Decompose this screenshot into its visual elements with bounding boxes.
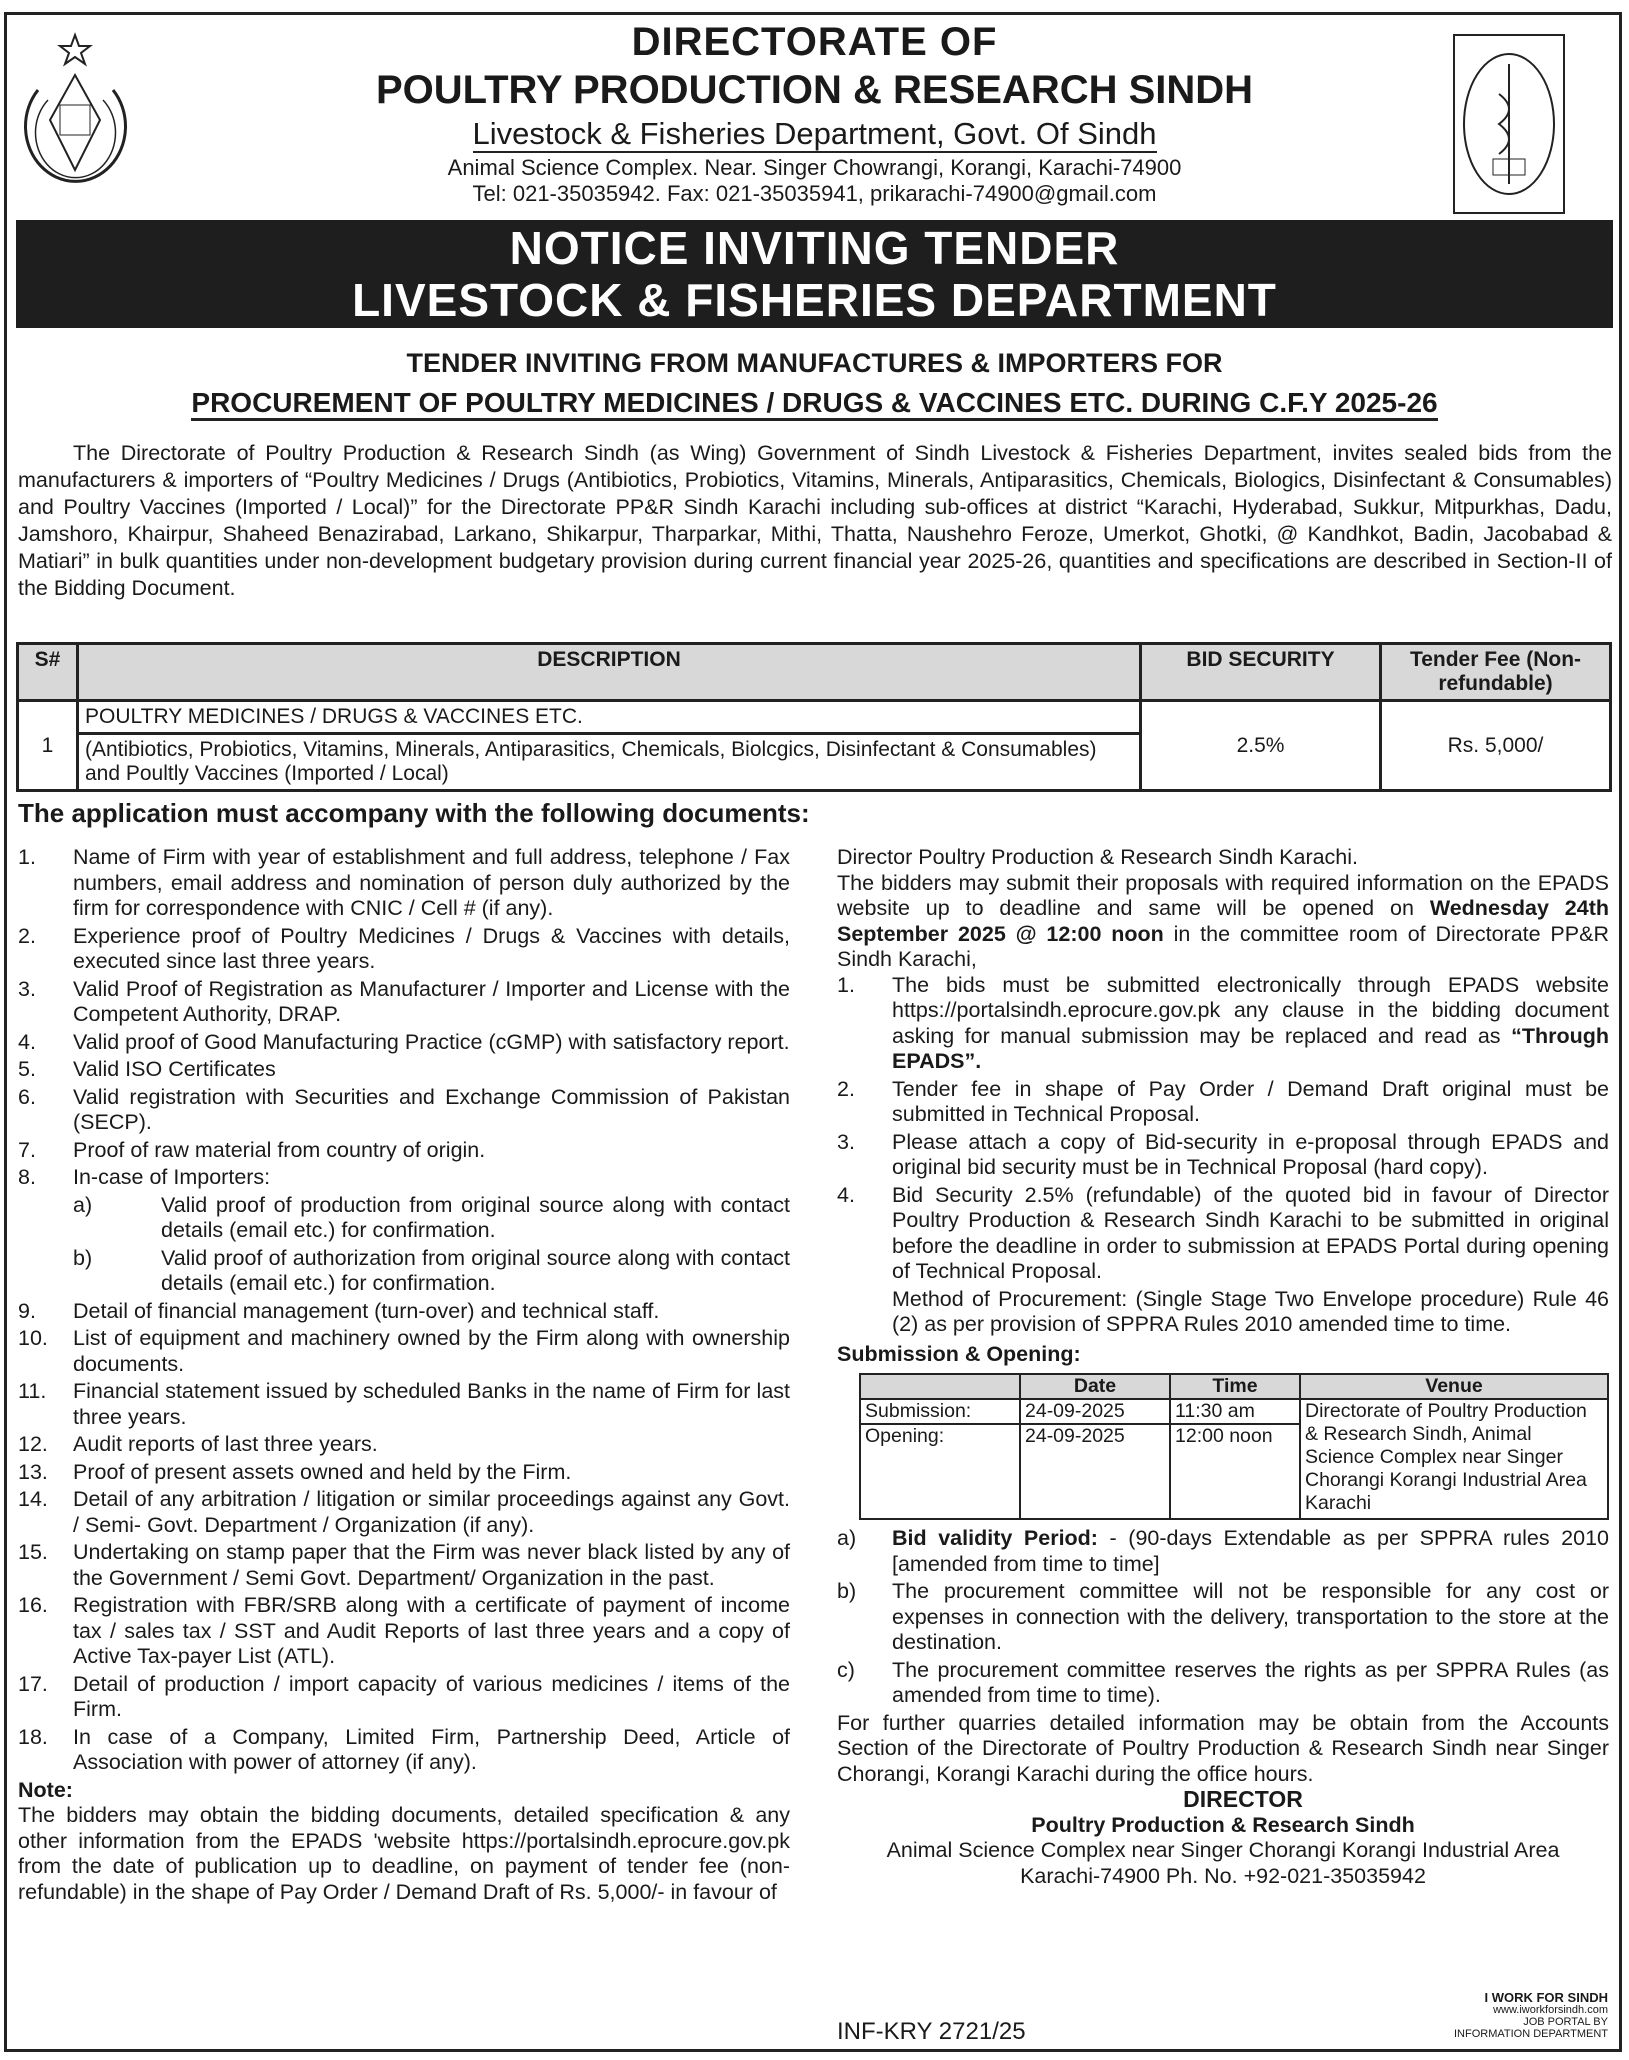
list-item [18,1460,790,1486]
list-item [837,973,1609,1075]
list-item [18,1030,790,1056]
submission-text-end: in the committee room of Directorate PP&R Sindh Karachi, [837,921,1609,971]
list-number: 17. [18,1671,48,1696]
notice-banner [16,220,1613,328]
documents-heading: The application must accompany with the following documents: [18,798,810,828]
list-item [18,1593,790,1670]
iwork-for-sindh-logo [1208,1992,1608,2040]
list-body: Detail of any arbitration / litigation or similar proceedings against any Govt. / Semi- Govt. Department / Organization (if any). [73,1487,790,1537]
list-item [18,1725,790,1776]
list-number: 6. [18,1084,36,1109]
list-text [892,973,1609,1075]
list-body: The procurement committee will not be responsible for any cost or expenses in connection with the delivery, transportation to the store at the destination. [892,1579,1609,1654]
list-body: Tender fee in shape of Pay Order / Demand Draft original must be submitted in Technical Proposal. [892,1076,1609,1126]
submission-date: Wednesday 24th September 2025 @ 12:00 noon [837,896,1609,946]
list-item [18,1487,790,1538]
list-body: The bids must be submitted electronically through EPADS website https://portalsindh.eprocure.gov.pk any clause in the bidding document asking for manual submission may be replaced and read as [892,972,1609,1048]
list-body: Valid proof of production from original source along with contact details (email etc.) for confirmation. [161,1192,790,1242]
list-item [18,1246,790,1297]
list-text [892,1658,1609,1709]
col-sn: S# [18,644,78,701]
logo-line-2: www.iworkforsindh.com [1493,2004,1608,2016]
list-number: a) [837,1526,857,1550]
submission-heading: Submission & Opening: [837,1341,1081,1366]
list-item [837,1579,1609,1656]
subtitle-line-1: TENDER INVITING FROM MANUFACTURES & IMPORTERS FOR [406,348,1223,378]
schedule-col-blank [860,1374,1020,1399]
subtitle-line-2: PROCUREMENT OF POULTRY MEDICINES / DRUGS & VACCINES ETC. DURING C.F.Y 2025-26 [191,387,1437,421]
list-text [161,1193,790,1244]
list-body: Please attach a copy of Bid-security in e-proposal through EPADS and original bid security must be in Technical Proposal (hard copy). [892,1129,1609,1179]
list-text [73,1593,790,1670]
header-title-2: POULTRY PRODUCTION & RESEARCH SINDH [375,68,1254,112]
list-body: Registration with FBR/SRB along with a certificate of payment of income tax / sales tax / SST and Audit Reports of last three years and a copy of Active Tax-payer List (ATL). [73,1593,790,1668]
note-text: The bidders may obtain the bidding documents, detailed specification & any other information from the EPADS 'website https://portalsindh.eprocure.gov.pk from the date of publication up to deadline, on payment of tender fee (non-refundable) in the shape of Pay Order / Demand Draft of Rs. 5,000/- in favour of [18,1803,790,1904]
list-item [18,1672,790,1723]
schedule-label: Submission: [860,1399,1020,1424]
logo-line-4: INFORMATION DEPARTMENT [1454,2028,1608,2040]
list-body: Proof of present assets owned and held by the Firm. [73,1459,572,1484]
list-number: 4. [837,1182,855,1207]
continuation-text: Director Poultry Production & Research Sindh Karachi. [837,845,1359,869]
list-number: 10. [18,1326,48,1350]
list-text [161,1246,790,1297]
list-item [18,1379,790,1430]
list-number: 18. [18,1724,48,1749]
list-bold: “Through EPADS”. [892,1023,1609,1073]
header-title-1: DIRECTORATE OF [631,20,998,64]
header-contact: Tel: 021-35035942. Fax: 021-35035941, prikarachi-74900@gmail.com [472,181,1157,206]
list-number: 1. [837,972,855,997]
list-text [73,1030,790,1056]
list-number: 7. [18,1137,36,1162]
list-item [837,1183,1609,1285]
list-number: 4. [18,1029,36,1054]
list-number: 16. [18,1593,48,1617]
header-address: Animal Science Complex. Near. Singer Chowrangi, Korangi, Karachi-74900 [447,155,1182,180]
list-text [73,1487,790,1538]
row-bid-security: 2.5% [1141,701,1381,791]
list-text [73,1379,790,1430]
schedule-header [860,1374,1608,1399]
list-number: 14. [18,1487,48,1511]
list-item [18,1540,790,1591]
list-number: c) [837,1657,855,1682]
schedule-time: 12:00 noon [1170,1424,1300,1519]
logo-line-1: I WORK FOR SINDH [1484,1990,1608,2005]
list-text [73,1165,790,1191]
method-of-procurement: Method of Procurement: (Single Stage Two Envelope procedure) Rule 46 (2) as per provision of SPPRA Rules 2010 amended time to time. [892,1286,1609,1336]
right-column [837,845,1609,1889]
row-fee: Rs. 5,000/ [1381,701,1611,791]
list-item [18,977,790,1028]
schedule-time: 11:30 am [1170,1399,1300,1424]
note-label: Note: [18,1777,73,1802]
row-desc-1: POULTRY MEDICINES / DRUGS & VACCINES ETC. [78,701,1141,734]
list-item [837,1658,1609,1709]
list-body: Valid Proof of Registration as Manufacturer / Importer and License with the Competent Authority, DRAP. [73,976,790,1026]
list-number: 9. [18,1298,36,1323]
list-number: 1. [18,845,36,869]
intro-paragraph: The Directorate of Poultry Production & Research Sindh (as Wing) Government of Sindh Livestock & Fisheries Department, invites sealed bids from the manufacturers & importers of “Poultry Medicines / Drugs (Antibiotics, Probiotics, Vitamins, Minerals, Antiparasitics, Chemicals, Biologics, Disinfectant & Consumables) and Poultry Vaccines (Imported / Local)” for the Directorate PP&R Sindh Karachi including sub-offices at district “Karachi, Hyderabad, Sukkur, Mitpurkhas, Dadu, Jamshoro, Khairpur, Shaheed Benazirabad, Larkano, Shikarpur, Tharparkar, Mithi, Thatta, Naushehro Feroze, Umerkot, Ghotki, @ Kandhkot, Badin, Jacobabad & Matiari” in bulk quantities under non-development budgetary provision during current financial year 2025-26, quantities and specifications are described in Section-II of the Bidding Document. [18,441,1612,600]
list-text [892,1183,1609,1285]
list-number: 5. [18,1057,36,1081]
list-body: List of equipment and machinery owned by the Firm along with ownership documents. [73,1326,790,1376]
col-description: DESCRIPTION [78,644,1141,701]
schedule-label: Opening: [860,1424,1020,1519]
row-desc-2: (Antibiotics, Probiotics, Vitamins, Minerals, Antiparasitics, Chemicals, Biolcgics, Disinfectant & Consumables) and Poultly Vaccines (Imported / Local) [78,734,1141,791]
director-org: Poultry Production & Research Sindh [1031,1812,1415,1837]
reference-number: INF-KRY 2721/25 [837,2018,1026,2045]
logo-line-3: JOB PORTAL BY [1523,2016,1608,2028]
list-item [18,1193,790,1244]
list-item [18,1165,790,1191]
list-body: In-case of Importers: [73,1165,271,1189]
list-body: - (90-days Extendable as per SPPRA rules 2010 [amended from time to time] [892,1526,1609,1576]
list-body: Undertaking on stamp paper that the Firm was never black listed by any of the Government / Semi Govt. Department/ Organization in the past. [73,1540,790,1590]
list-body: Financial statement issued by scheduled Banks in the name of Firm for last three years. [73,1379,790,1429]
director-title: DIRECTOR [1183,1786,1303,1812]
list-text [73,977,790,1028]
list-item [18,1138,790,1164]
submission-info [837,871,1609,973]
list-item [18,1299,790,1325]
list-number: 3. [18,976,36,1001]
schedule-col-venue: Venue [1300,1374,1608,1399]
list-body: Detail of production / import capacity of various medicines / items of the Firm. [73,1671,790,1721]
list-body: Bid Security 2.5% (refundable) of the quoted bid in favour of Director Poultry Production & Research Sindh Karachi to be submitted in original before the deadline in order to submission at EPADS Portal during opening of Technical Proposal. [892,1182,1609,1283]
list-number: b) [837,1579,857,1603]
col-tender-fee: Tender Fee (Non-refundable) [1381,644,1611,701]
list-item [18,1432,790,1458]
list-number: 12. [18,1432,48,1456]
list-body: Audit reports of last three years. [73,1432,378,1456]
list-text [892,1526,1609,1577]
list-text [892,1130,1609,1181]
schedule-table [859,1373,1609,1520]
list-number: 3. [837,1129,855,1154]
list-number: 2. [837,1076,855,1101]
list-item [837,1077,1609,1128]
list-body: Detail of financial management (turn-over) and technical staff. [73,1298,660,1323]
schedule-col-time: Time [1170,1374,1300,1399]
table-row [18,701,1611,734]
tender-table [16,642,1612,792]
list-body: Valid registration with Securities and Exchange Commission of Pakistan (SECP). [73,1084,790,1134]
submission-text: The bidders may submit their proposals with required information on the EPADS website up to deadline and same will be opened on [837,870,1609,920]
schedule-date: 24-09-2025 [1020,1424,1170,1519]
list-body: In case of a Company, Limited Firm, Partnership Deed, Article of Association with power of attorney (if any). [73,1724,790,1774]
list-number: b) [73,1245,93,1270]
tender-table-header [18,644,1611,701]
list-text [892,1077,1609,1128]
list-number: 2. [18,923,36,948]
list-body: Valid ISO Certificates [73,1057,276,1081]
list-text [73,845,790,922]
list-body: Proof of raw material from country of origin. [73,1137,486,1162]
schedule-col-date: Date [1020,1374,1170,1399]
list-body: Experience proof of Poultry Medicines / Drugs & Vaccines with details, executed since last three years. [73,923,790,973]
table-row [860,1399,1608,1424]
list-bold: Bid validity Period: [892,1526,1098,1550]
col-bid-security: BID SECURITY [1141,644,1381,701]
banner-line-1: NOTICE INVITING TENDER [509,222,1120,274]
row-sn: 1 [18,701,78,791]
list-text [73,1672,790,1723]
list-body: Valid proof of authorization from original source along with contact details (email etc.) for confirmation. [161,1245,790,1295]
list-item [18,924,790,975]
list-text [73,1725,790,1776]
schedule-venue: Directorate of Poultry Production & Research Sindh, Animal Science Complex near Singer Chorangi Korangi Industrial Area Karachi [1300,1399,1608,1519]
list-number: 15. [18,1540,48,1564]
list-item [837,1526,1609,1577]
list-body: The procurement committee reserves the rights as per SPPRA Rules (as amended from time to time). [892,1657,1609,1707]
list-item [18,845,790,922]
list-text [73,1326,790,1377]
schedule-date: 24-09-2025 [1020,1399,1170,1424]
list-number: 11. [18,1379,47,1403]
list-item [18,1057,790,1083]
list-text [73,1057,790,1083]
list-text [73,1540,790,1591]
banner-line-2: LIVESTOCK & FISHERIES DEPARTMENT [352,274,1277,326]
list-body: Valid proof of Good Manufacturing Practice (cGMP) with satisfactory report. [73,1029,790,1054]
list-text [73,924,790,975]
list-item [837,1130,1609,1181]
left-column [18,845,790,1905]
list-text [73,1460,790,1486]
list-text [73,1299,790,1325]
list-text [73,1138,790,1164]
list-text [73,1085,790,1136]
list-number: 8. [18,1165,36,1189]
list-body: Name of Firm with year of establishment and full address, telephone / Fax numbers, email address and nomination of person duly authorized by the firm for correspondence with CNIC / Cell # (if any). [73,845,790,920]
list-number: 13. [18,1459,48,1484]
list-item [18,1085,790,1136]
list-item [18,1326,790,1377]
list-text [73,1432,790,1458]
header-department: Livestock & Fisheries Department, Govt. Of Sindh [472,116,1157,151]
director-address: Animal Science Complex near Singer Chorangi Korangi Industrial Area Karachi-74900 Ph. No. +92-021-35035942 [886,1838,1560,1888]
list-text [892,1579,1609,1656]
list-number: a) [73,1192,93,1217]
further-info: For further quarries detailed information may be obtain from the Accounts Section of the Directorate of Poultry Production & Research Sindh near Singer Chorangi, Korangi Karachi during the office hours. [837,1710,1609,1786]
